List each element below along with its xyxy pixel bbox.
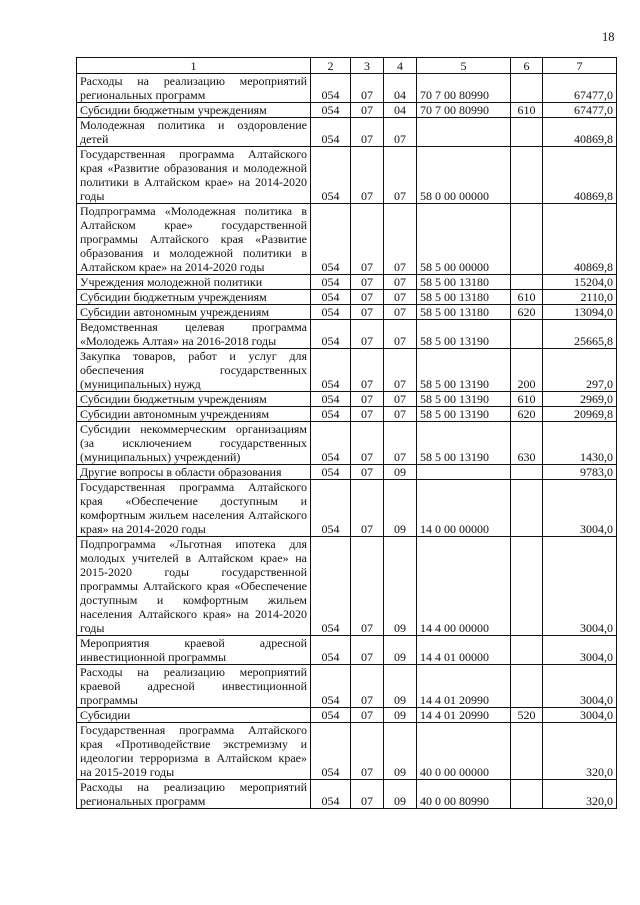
row-amount: 1430,0 [543,422,617,465]
row-name: Субсидии бюджетным учреждениям [77,290,311,305]
row-code-ministry: 054 [311,665,351,708]
row-name: Государственная программа Алтайского края «Противодействие экстремизму и идеологии терроризма в Алтайском крае» на 2015-2019 годы [77,723,311,780]
row-code-target: 58 5 00 13190 [417,320,511,349]
row-code-expense-type [511,465,543,480]
table-row [77,665,617,708]
table-row [77,275,617,290]
row-code-expense-type: 620 [511,305,543,320]
row-amount: 40869,8 [543,204,617,275]
row-name: Государственная программа Алтайского края «Обеспечение доступным и комфортным жильем населения Алтайского края» на 2014-2020 годы [77,480,311,537]
row-name: Расходы на реализацию мероприятий региональных программ [77,74,311,103]
row-code-section: 07 [351,305,384,320]
row-amount: 67477,0 [543,74,617,103]
row-amount: 320,0 [543,723,617,780]
row-amount: 3004,0 [543,480,617,537]
row-code-subsection: 07 [384,407,417,422]
column-header: 4 [384,58,417,74]
row-code-subsection: 09 [384,723,417,780]
table-row [77,204,617,275]
row-code-ministry: 054 [311,723,351,780]
row-code-ministry: 054 [311,480,351,537]
row-name: Субсидии [77,708,311,723]
row-code-section: 07 [351,204,384,275]
row-code-section: 07 [351,537,384,636]
row-code-target: 58 5 00 00000 [417,204,511,275]
row-code-subsection: 07 [384,305,417,320]
row-code-expense-type [511,780,543,809]
row-code-subsection: 09 [384,780,417,809]
row-code-subsection: 09 [384,480,417,537]
row-name: Субсидии автономным учреждениям [77,305,311,320]
row-name: Учреждения молодежной политики [77,275,311,290]
row-code-ministry: 054 [311,708,351,723]
row-amount: 20969,8 [543,407,617,422]
row-code-subsection: 07 [384,275,417,290]
table-row [77,636,617,665]
table-row [77,290,617,305]
column-header: 3 [351,58,384,74]
table-row [77,147,617,204]
row-code-subsection: 09 [384,708,417,723]
row-amount: 297,0 [543,349,617,392]
row-code-section: 07 [351,290,384,305]
table-row [77,305,617,320]
column-header: 2 [311,58,351,74]
row-code-target: 58 5 00 13180 [417,305,511,320]
row-code-section: 07 [351,636,384,665]
row-code-target [417,465,511,480]
row-code-target: 58 5 00 13180 [417,290,511,305]
row-code-section: 07 [351,465,384,480]
page-number: 18 [602,30,615,44]
column-header: 5 [417,58,511,74]
row-code-target: 14 4 01 20990 [417,665,511,708]
column-header: 1 [77,58,311,74]
row-code-section: 07 [351,392,384,407]
row-code-ministry: 054 [311,147,351,204]
row-code-expense-type: 610 [511,392,543,407]
row-code-section: 07 [351,407,384,422]
table-row [77,537,617,636]
row-code-ministry: 054 [311,320,351,349]
row-code-section: 07 [351,275,384,290]
row-code-ministry: 054 [311,465,351,480]
row-code-ministry: 054 [311,275,351,290]
row-code-target: 58 0 00 00000 [417,147,511,204]
row-code-expense-type: 620 [511,407,543,422]
row-code-expense-type [511,537,543,636]
table-row [77,480,617,537]
row-amount: 40869,8 [543,118,617,147]
row-code-target: 14 0 00 00000 [417,480,511,537]
row-code-ministry: 054 [311,290,351,305]
row-name: Ведомственная целевая программа «Молодежь Алтая» на 2016-2018 годы [77,320,311,349]
row-code-section: 07 [351,349,384,392]
row-name: Субсидии бюджетным учреждениям [77,103,311,118]
table-row [77,74,617,103]
row-code-expense-type: 520 [511,708,543,723]
row-code-ministry: 054 [311,118,351,147]
table-row [77,407,617,422]
row-code-target: 70 7 00 80990 [417,103,511,118]
row-code-ministry: 054 [311,636,351,665]
row-code-ministry: 054 [311,392,351,407]
table-row [77,320,617,349]
row-code-section: 07 [351,723,384,780]
row-code-target: 14 4 00 00000 [417,537,511,636]
row-code-ministry: 054 [311,407,351,422]
row-code-section: 07 [351,147,384,204]
budget-table [76,57,617,809]
row-code-expense-type: 610 [511,290,543,305]
table-row [77,118,617,147]
row-code-section: 07 [351,780,384,809]
row-code-subsection: 09 [384,636,417,665]
row-amount: 9783,0 [543,465,617,480]
row-code-subsection: 07 [384,392,417,407]
row-amount: 2969,0 [543,392,617,407]
row-code-ministry: 054 [311,74,351,103]
row-code-subsection: 04 [384,103,417,118]
row-code-subsection: 07 [384,349,417,392]
row-name: Субсидии некоммерческим организациям (за исключением государственных (муниципальных) учреждений) [77,422,311,465]
row-code-section: 07 [351,665,384,708]
row-code-section: 07 [351,422,384,465]
row-code-ministry: 054 [311,780,351,809]
table-header-row [77,58,617,74]
row-code-ministry: 054 [311,422,351,465]
row-code-target: 40 0 00 00000 [417,723,511,780]
table-row [77,422,617,465]
row-code-section: 07 [351,320,384,349]
row-code-subsection: 07 [384,204,417,275]
row-amount: 15204,0 [543,275,617,290]
row-code-target: 14 4 01 20990 [417,708,511,723]
row-code-subsection: 09 [384,665,417,708]
row-code-expense-type: 200 [511,349,543,392]
table-row [77,465,617,480]
row-code-section: 07 [351,74,384,103]
row-code-target: 58 5 00 13190 [417,392,511,407]
row-code-expense-type [511,74,543,103]
row-code-expense-type [511,147,543,204]
row-code-ministry: 054 [311,103,351,118]
row-code-subsection: 07 [384,290,417,305]
row-code-section: 07 [351,118,384,147]
row-name: Расходы на реализацию мероприятий региональных программ [77,780,311,809]
row-code-subsection: 07 [384,118,417,147]
row-code-target [417,118,511,147]
row-code-expense-type [511,723,543,780]
row-code-subsection: 07 [384,320,417,349]
row-code-target: 70 7 00 80990 [417,74,511,103]
row-code-subsection: 04 [384,74,417,103]
table-row [77,103,617,118]
row-code-ministry: 054 [311,537,351,636]
row-name: Закупка товаров, работ и услуг для обеспечения государственных (муниципальных) нужд [77,349,311,392]
row-name: Государственная программа Алтайского края «Развитие образования и молодежной политики в Алтайском крае» на 2014-2020 годы [77,147,311,204]
row-amount: 67477,0 [543,103,617,118]
row-code-ministry: 054 [311,349,351,392]
row-code-section: 07 [351,480,384,537]
row-name: Мероприятия краевой адресной инвестиционной программы [77,636,311,665]
row-amount: 3004,0 [543,537,617,636]
row-code-section: 07 [351,708,384,723]
row-code-target: 58 5 00 13190 [417,422,511,465]
table-row [77,349,617,392]
row-name: Субсидии автономным учреждениям [77,407,311,422]
row-code-subsection: 09 [384,537,417,636]
row-code-target: 58 5 00 13180 [417,275,511,290]
row-code-expense-type [511,480,543,537]
row-name: Подпрограмма «Молодежная политика в Алтайском крае» государственной программы Алтайского края «Развитие образования и молодежной политики в Алтайском крае» на 2014-2020 годы [77,204,311,275]
table-row [77,723,617,780]
row-amount: 3004,0 [543,708,617,723]
row-code-target: 58 5 00 13190 [417,407,511,422]
column-header: 6 [511,58,543,74]
row-code-ministry: 054 [311,305,351,320]
row-name: Молодежная политика и оздоровление детей [77,118,311,147]
row-name: Другие вопросы в области образования [77,465,311,480]
row-code-expense-type [511,204,543,275]
row-amount: 13094,0 [543,305,617,320]
row-code-subsection: 09 [384,465,417,480]
table-row [77,780,617,809]
row-name: Расходы на реализацию мероприятий краевой адресной инвестиционной программы [77,665,311,708]
table-row [77,708,617,723]
row-amount: 3004,0 [543,636,617,665]
row-code-expense-type: 630 [511,422,543,465]
row-name: Субсидии бюджетным учреждениям [77,392,311,407]
row-code-target: 14 4 01 00000 [417,636,511,665]
row-code-expense-type [511,665,543,708]
table-row [77,392,617,407]
row-code-subsection: 07 [384,147,417,204]
row-amount: 320,0 [543,780,617,809]
column-header: 7 [543,58,617,74]
row-code-expense-type [511,636,543,665]
row-amount: 25665,8 [543,320,617,349]
row-amount: 2110,0 [543,290,617,305]
row-code-target: 40 0 00 80990 [417,780,511,809]
row-name: Подпрограмма «Льготная ипотека для молодых учителей в Алтайском крае» на 2015-2020 годы государственной программы Алтайского края «Обеспечение доступным и комфортным жильем населения Алтайского края» на 2014-2020 годы [77,537,311,636]
row-code-target: 58 5 00 13190 [417,349,511,392]
row-code-expense-type [511,118,543,147]
row-code-expense-type: 610 [511,103,543,118]
row-code-subsection: 07 [384,422,417,465]
row-code-expense-type [511,275,543,290]
row-amount: 3004,0 [543,665,617,708]
row-code-section: 07 [351,103,384,118]
row-code-expense-type [511,320,543,349]
row-amount: 40869,8 [543,147,617,204]
row-code-ministry: 054 [311,204,351,275]
